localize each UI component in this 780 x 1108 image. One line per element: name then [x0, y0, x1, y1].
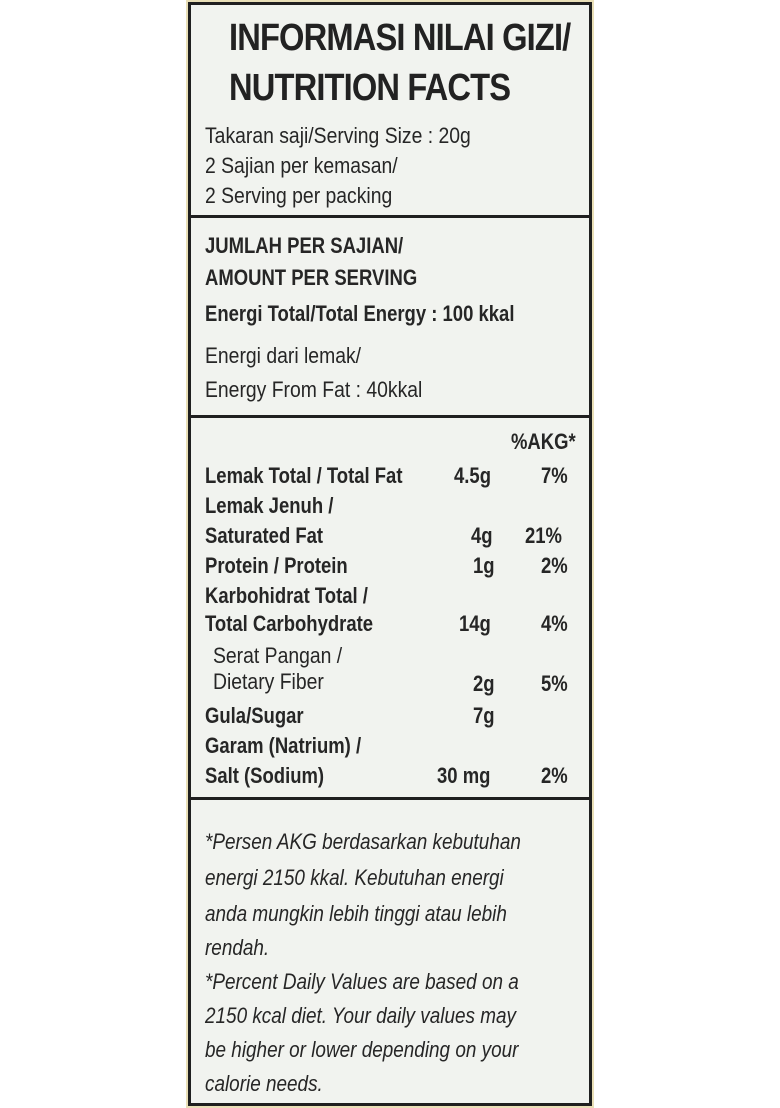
divider [191, 415, 589, 418]
amount-heading-id: JUMLAH PER SAJIAN/ [205, 233, 404, 258]
title-line-1: INFORMASI NILAI GIZI/ [229, 17, 571, 59]
nutrient-label: Karbohidrat Total / [205, 583, 368, 608]
akg-header: %AKG* [511, 429, 576, 454]
footnote-line: *Percent Daily Values are based on a [205, 969, 519, 994]
footnote-line: *Persen AKG berdasarkan kebutuhan [205, 829, 521, 854]
divider [191, 215, 589, 218]
nutrient-label: Lemak Jenuh / [205, 493, 334, 518]
nutrient-label: Garam (Natrium) / [205, 733, 362, 758]
nutrient-percent: 4% [541, 611, 568, 636]
nutrient-label: Protein / Protein [205, 553, 348, 578]
nutrient-label: Gula/Sugar [205, 703, 304, 728]
servings-per-pack-en: 2 Serving per packing [205, 183, 393, 208]
footnote-line: anda mungkin lebih tinggi atau lebih [205, 901, 507, 926]
nutrient-amount: 7g [473, 703, 495, 728]
nutrition-facts-panel [188, 2, 592, 1106]
nutrient-label: Serat Pangan / [213, 643, 343, 668]
nutrient-percent: 2% [541, 763, 568, 788]
footnote-line: calorie needs. [205, 1071, 323, 1096]
nutrient-label-2: Salt (Sodium) [205, 763, 325, 788]
nutrient-percent: 2% [541, 553, 568, 578]
divider [191, 797, 589, 800]
nutrient-label-2: Saturated Fat [205, 523, 324, 548]
amount-heading-en: AMOUNT PER SERVING [205, 265, 418, 290]
nutrient-percent: 5% [541, 671, 568, 696]
total-energy: Energi Total/Total Energy : 100 kkal [205, 301, 515, 326]
serving-size: Takaran saji/Serving Size : 20g [205, 123, 471, 148]
nutrient-label-2: Dietary Fiber [213, 669, 324, 694]
nutrient-amount: 4g [471, 523, 493, 548]
footnote-line: energi 2150 kkal. Kebutuhan energi [205, 865, 504, 890]
nutrient-label: Lemak Total / Total Fat [205, 463, 403, 488]
footnote-line: rendah. [205, 935, 270, 960]
nutrient-label-2: Total Carbohydrate [205, 611, 374, 636]
nutrient-amount: 1g [473, 553, 495, 578]
servings-per-pack-id: 2 Sajian per kemasan/ [205, 153, 398, 178]
footnote-line: be higher or lower depending on your [205, 1037, 519, 1062]
nutrient-percent: 21% [525, 523, 562, 548]
fat-energy-en: Energy From Fat : 40kkal [205, 377, 423, 402]
nutrient-amount: 4.5g [454, 463, 491, 488]
nutrient-percent: 7% [541, 463, 568, 488]
fat-energy-id: Energi dari lemak/ [205, 343, 362, 368]
nutrient-amount: 14g [459, 611, 491, 636]
footnote-line: 2150 kcal diet. Your daily values may [205, 1003, 516, 1028]
title-line-2: NUTRITION FACTS [229, 67, 511, 109]
nutrient-amount: 2g [473, 671, 495, 696]
nutrient-amount: 30 mg [437, 763, 491, 788]
